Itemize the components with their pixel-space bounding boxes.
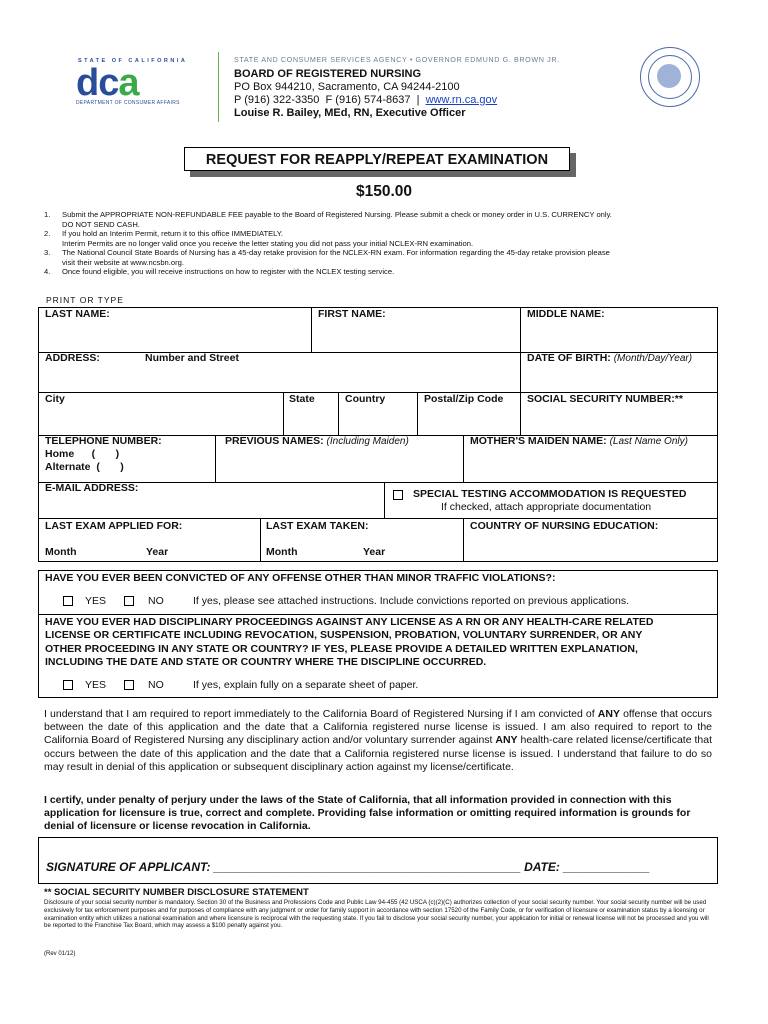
logo-letter-d: d <box>76 62 99 104</box>
agency-line: STATE AND CONSUMER SERVICES AGENCY • GOVERNOR EDMUND G. BROWN JR. <box>234 55 560 64</box>
discipline-question: HAVE YOU EVER HAD DISCIPLINARY PROCEEDINGS AGAINST ANY LICENSE AS A RN OR ANY HEALTH-CARE RELATED LICENSE OR CERTIFICATE INCLUDING REVOCATION, SUSPENSION, PROBATION, VOLUNTARY SURRENDER, OR ANY OTHER PROCEEDING IN ANY STATE OR COUNTRY? IF YES, PLEASE PROVIDE A DETAILED WRITTEN EXPLANATION, INCLUDING THE DATE AND STATE OR COUNTRY WHERE THE DISCIPLINE OCCURRED. <box>45 616 654 668</box>
discipline-yes-checkbox[interactable] <box>63 680 73 690</box>
revision-label: (Rev 01/12) <box>44 951 76 957</box>
telephone-label: TELEPHONE NUMBER: <box>45 435 162 447</box>
email-field[interactable]: E-MAIL ADDRESS: <box>45 482 139 494</box>
conviction-no-label: NO <box>148 595 164 607</box>
logo-state-text: STATE OF CALIFORNIA <box>78 58 188 64</box>
instruction-item: 3. The National Council State Boards of Nursing has a 45-day retake provision for the NCLEX-RN exam. For information regarding the 45-day retake provision please visit their website at www.ncsbn.org. <box>44 248 610 267</box>
conviction-yes-label: YES <box>85 595 107 607</box>
conviction-yes-checkbox[interactable] <box>63 596 73 606</box>
questions-box <box>38 570 718 698</box>
special-accommodation-label: SPECIAL TESTING ACCOMMODATION IS REQUESTED <box>413 488 687 500</box>
conviction-no-checkbox[interactable] <box>124 596 134 606</box>
last-exam-taken-label: LAST EXAM TAKEN: <box>266 520 369 532</box>
special-accommodation-hint: If checked, attach appropriate documentation <box>441 501 652 513</box>
conviction-note: If yes, please see attached instructions. Include convictions reported on previous applications. <box>193 595 630 607</box>
discipline-yes-label: YES <box>85 679 107 691</box>
last-name-field[interactable]: LAST NAME: <box>45 308 110 320</box>
ssn-disclosure-heading: ** SOCIAL SECURITY NUMBER DISCLOSURE STATEMENT <box>44 887 309 898</box>
logo-letter-a: a <box>118 62 139 104</box>
board-address: PO Box 944210, Sacramento, CA 94244-2100 <box>234 81 460 93</box>
street-label: Number and Street <box>145 352 239 364</box>
board-name: BOARD OF REGISTERED NURSING <box>234 68 422 80</box>
city-field[interactable]: City <box>45 393 65 405</box>
special-accommodation-checkbox[interactable] <box>393 490 403 500</box>
board-phone <box>234 94 497 107</box>
dob-field[interactable]: DATE OF BIRTH: (Month/Day/Year) <box>527 352 693 364</box>
last-exam-applied-label: LAST EXAM APPLIED FOR: <box>45 520 183 532</box>
state-seal-icon <box>640 47 700 107</box>
phone-text: P (916) 322-3350 F (916) 574-8637 | <box>234 94 426 106</box>
signature-line[interactable]: SIGNATURE OF APPLICANT: ______________________________________________ DATE: _____________ <box>46 860 650 874</box>
taken-month-field[interactable]: Month <box>266 546 298 558</box>
certification-statement: I certify, under penalty of perjury under the laws of the State of California, that all information provided in connection with this application for licensure is true, correct and complete. Providing false information or omitting required information is grounds for denial of licensure or license revocation in California. <box>44 794 691 833</box>
applied-month-field[interactable]: Month <box>45 546 77 558</box>
discipline-no-checkbox[interactable] <box>124 680 134 690</box>
header-divider <box>218 52 219 122</box>
taken-year-field[interactable]: Year <box>363 546 386 558</box>
reporting-statement: I understand that I am required to report immediately to the California Board of Registered Nursing if I am convicted of ANY offense that occurs between the date of this application and the date that a California registered nurse license is issued. I am also required to report to the California Board of Registered Nursing any disciplinary action and/or voluntary surrender against ANY health-care related license/certificate that occurs between the date of this application and the date that a California registered nurse license is issued. I understand that failure to do so may result in denial of this application or subsequent disciplinary action against my license/certificate. <box>44 708 712 773</box>
executive-officer: Louise R. Bailey, MEd, RN, Executive Officer <box>234 107 466 119</box>
country-field[interactable]: Country <box>345 393 386 405</box>
ssn-disclosure-body: Disclosure of your social security number is mandatory. Section 30 of the Business and Professions Code and Public Law 94-455 (42 USCA (c)(2)(C) authorizes collection of your social security number. Your social security number will be used exclusively for tax enforcement purposes and for purposes of compliance with any judgment or order for family support in accordance with section 17520 of the Family Code, or for verification of licensure or examination status by a licensing or examination entity which utilizes a national examination and where licensure is reciprocal with the requesting state. If you fail to disclose your social security number, your application for initial or renewal license will not be processed and you will be reported to the Franchise Tax Board, which may assess a $100 penalty against you. <box>44 899 709 930</box>
state-field[interactable]: State <box>289 393 315 405</box>
instruction-item: 1. Submit the APPROPRIATE NON-REFUNDABLE FEE payable to the Board of Registered Nursing. Please submit a check or money order in U.S. CURRENCY only. DO NOT SEND CASH. <box>44 210 612 229</box>
country-of-education-field[interactable]: COUNTRY OF NURSING EDUCATION: <box>470 520 659 532</box>
middle-name-field[interactable]: MIDDLE NAME: <box>527 308 605 320</box>
print-or-type-label: PRINT OR TYPE <box>46 295 124 305</box>
mothers-maiden-name-field[interactable]: MOTHER'S MAIDEN NAME: (Last Name Only) <box>470 435 688 447</box>
first-name-field[interactable]: FIRST NAME: <box>318 308 386 320</box>
instruction-item: 2. If you hold an Interim Permit, return it to this office IMMEDIATELY. Interim Permits are no longer valid once you receive the letter stating you did not pass your initial NCLEX-RN examination. <box>44 229 474 248</box>
logo-letter-c: c <box>98 62 119 104</box>
zip-field[interactable]: Postal/Zip Code <box>424 393 504 405</box>
discipline-no-label: NO <box>148 679 164 691</box>
applied-year-field[interactable]: Year <box>146 546 169 558</box>
instruction-item: 4. Once found eligible, you will receive instructions on how to register with the NCLEX testing service. <box>44 267 395 276</box>
home-phone-field[interactable]: Home ( ) <box>45 448 120 460</box>
fee-amount: $150.00 <box>355 183 413 200</box>
alternate-phone-field[interactable]: Alternate ( ) <box>45 461 124 473</box>
discipline-note: If yes, explain fully on a separate sheet of paper. <box>193 679 419 691</box>
form-title: REQUEST FOR REAPPLY/REPEAT EXAMINATION <box>184 147 570 171</box>
dca-logo <box>76 64 139 102</box>
ssn-field[interactable]: SOCIAL SECURITY NUMBER:** <box>527 393 683 405</box>
logo-department-text: DEPARTMENT OF CONSUMER AFFAIRS <box>76 100 180 106</box>
conviction-question: HAVE YOU EVER BEEN CONVICTED OF ANY OFFENSE OTHER THAN MINOR TRAFFIC VIOLATIONS?: <box>45 572 556 584</box>
address-field[interactable]: ADDRESS: <box>45 352 100 364</box>
instructions-list <box>44 210 714 277</box>
website-link[interactable]: www.rn.ca.gov <box>425 94 498 106</box>
applicant-info-grid <box>38 307 718 562</box>
previous-names-field[interactable]: PREVIOUS NAMES: (Including Maiden) <box>225 435 409 447</box>
